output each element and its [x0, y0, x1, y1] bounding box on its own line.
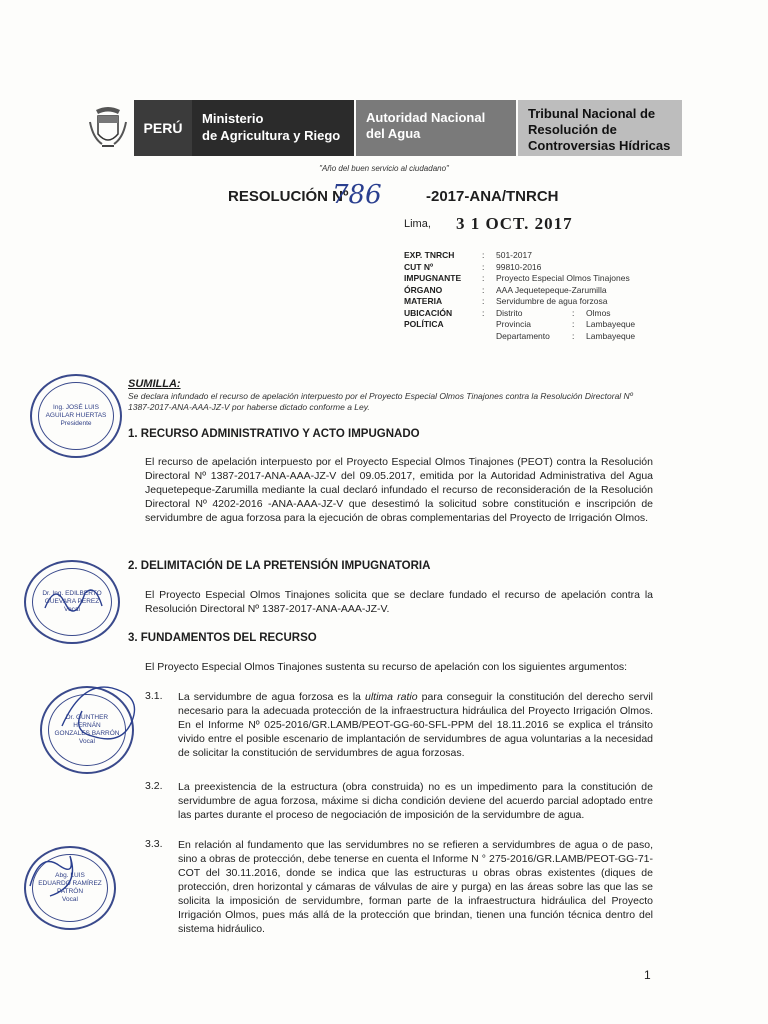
- location-type: Distrito: [496, 307, 523, 318]
- meta-row: IMPUGNANTE : Proyecto Especial Olmos Tinajones: [404, 273, 676, 285]
- seal-line: EDUARDO RAMÍREZ: [38, 880, 102, 887]
- meta-key: MATERIA: [404, 296, 443, 306]
- meta-row: ÓRGANO : AAA Jequetepeque-Zarumilla: [404, 285, 676, 297]
- item-number: 3.2.: [145, 780, 163, 792]
- meta-key: POLÍTICA: [404, 319, 444, 329]
- resolution-suffix: -2017-ANA/TNRCH: [426, 188, 559, 205]
- seal-line: HERNÁN: [73, 722, 101, 729]
- date-stamp: 3 1 OCT. 2017: [456, 214, 573, 233]
- resolution-title: RESOLUCIÓN Nº: [228, 188, 349, 205]
- section-1-text: El recurso de apelación interpuesto por el Proyecto Especial Olmos Tinajones (PEOT) contra la Resolución Directoral Nº 1387-2017-ANA-AAA-JZ-V del 09.05.2017, emitida por la Autoridad Administrativa del Agua Jequetepeque-Zarumilla mediante la cual declaró infundado el recurso de reconsideración de la Resolución Directoral Nº 4202-2016 -ANA-AAA-JZ-V que desestimó la solicitud sobre constitución e inscripción de servidumbre de agua forzosa para la ejecución de obras complementarias del Proyecto de Irrigación Olmos.: [145, 456, 653, 524]
- section-3-text: El Proyecto Especial Olmos Tinajones sustenta su recurso de apelación con los siguientes argumentos:: [145, 661, 628, 673]
- meta-value: AAA Jequetepeque-Zarumilla: [496, 284, 607, 295]
- place-label: Lima,: [404, 218, 431, 230]
- item-number: 3.3.: [145, 838, 163, 850]
- section-2-title: 2. DELIMITACIÓN DE LA PRETENSIÓN IMPUGNATORIA: [128, 560, 431, 572]
- sumilla-text: Se declara infundado el recurso de apelación interpuesto por el Proyecto Especial Olmos Tinajones contra la Resolución Directoral Nº 1387-2017-ANA-AAA-JZ-V por haberse dictado conforme a Ley.: [128, 391, 633, 412]
- meta-value: 501-2017: [496, 250, 532, 260]
- header-autoridad: Autoridad Nacional del Agua: [356, 100, 516, 156]
- seal-line: Dr. GUNTHER: [65, 714, 109, 721]
- item-text: La preexistencia de la estructura (obra construida) no es un impedimento para la constitución de servidumbre de agua forzosa, máxime si dicha condición deviene del acuerdo parcial adoptado entre las partes durante el proceso de negociación de imposición de la servidumbre de agua.: [178, 781, 653, 821]
- seal-line: Vocal: [62, 896, 78, 903]
- sumilla-heading: SUMILLA:: [128, 378, 181, 390]
- seal-line: Dr. Ing. EDILBERTO: [42, 590, 102, 597]
- case-metadata: [404, 250, 676, 342]
- meta-key: EXP. TNRCH: [404, 250, 455, 260]
- seal-line: Vocal: [79, 738, 95, 745]
- meta-row: MATERIA : Servidumbre de agua forzosa: [404, 296, 676, 308]
- signature-scribble: [40, 578, 110, 618]
- header-tribunal: Tribunal Nacional de Resolución de Controversias Hídricas: [518, 100, 682, 156]
- section-2-text: El Proyecto Especial Olmos Tinajones solicita que se declare fundado el recurso de apelación contra la Resolución Directoral Nº 1387-2017-ANA-AAA-JZ-V.: [145, 589, 653, 615]
- item-text-part: para conseguir la constitución del derecho servil necesario para la adecuada protección de la infraestructura hidráulica del Proyecto Irrigación Olmos. En el Informe Nº 025-2016/GR.LAMB/PEOT-GG-60-SFL-PPM del 18.11.2016 se explica el tránsito vivido entre el posible escenario de implantación de servidumbres de agua voluntarias a la necesidad de solicitar la constitución de servidumbres de agua forzosas.: [178, 691, 653, 759]
- seal-line: GUEVARA PEREZ: [44, 598, 100, 605]
- motto: "Año del buen servicio al ciudadano": [319, 164, 449, 173]
- section-1-title: 1. RECURSO ADMINISTRATIVO Y ACTO IMPUGNADO: [128, 428, 420, 440]
- item-text: [178, 690, 653, 760]
- meta-key: CUT Nº: [404, 261, 434, 272]
- seal-line: Presidente: [60, 420, 92, 427]
- location-value: Lambayeque: [586, 319, 636, 329]
- meta-key: IMPUGNANTE: [404, 273, 462, 283]
- location-type: Departamento: [496, 330, 550, 341]
- seal-line: PATRÓN: [56, 888, 84, 895]
- resolution-number: 786: [332, 180, 382, 210]
- location-type: Provincia: [496, 319, 531, 329]
- meta-row: CUT Nº : 99810-2016: [404, 262, 676, 274]
- seal-line: Abg. LUIS: [55, 872, 85, 879]
- signature-scribble: [52, 676, 152, 756]
- location-value: Olmos: [586, 307, 611, 318]
- seal-line: Vocal: [64, 606, 80, 613]
- seal-stamp-president: [30, 374, 122, 458]
- meta-key: UBICACIÓN: [404, 307, 453, 318]
- meta-value: 99810-2016: [496, 261, 542, 272]
- item-text-emphasis: ultima ratio: [365, 691, 418, 703]
- header-peru: PERÚ: [134, 100, 192, 156]
- seal-line: AGUILAR HUERTAS: [45, 412, 107, 419]
- meta-value: Servidumbre de agua forzosa: [496, 296, 608, 306]
- section-3-title: 3. FUNDAMENTOS DEL RECURSO: [128, 632, 317, 644]
- location-row: POLÍTICA Provincia : Lambayeque: [404, 319, 676, 331]
- signature-scribble: [20, 846, 100, 906]
- coat-of-arms-icon: [88, 104, 128, 152]
- item-number: 3.1.: [145, 690, 163, 702]
- location-value: Lambayeque: [586, 330, 636, 341]
- seal-line: GONZALES BARRÓN: [54, 730, 120, 737]
- location-row: UBICACIÓN : Distrito : Olmos: [404, 308, 676, 320]
- meta-value: Proyecto Especial Olmos Tinajones: [496, 273, 630, 283]
- header-ministerio: Ministerio de Agricultura y Riego: [192, 100, 354, 156]
- meta-key: ÓRGANO: [404, 284, 443, 295]
- meta-row: EXP. TNRCH : 501-2017: [404, 250, 676, 262]
- page-number: 1: [644, 968, 651, 982]
- location-row: Departamento : Lambayeque: [404, 331, 676, 343]
- seal-line: Ing. JOSÉ LUIS: [53, 404, 99, 411]
- item-text-part: La servidumbre de agua forzosa es la: [178, 691, 365, 703]
- item-text: En relación al fundamento que las servidumbres no se refieren a servidumbres de agua o de paso, sino a obras de protección, debe tenerse en cuenta el Informe N ° 275-2016/GR.LAMB/PEOT-GG-71-COT del 30.11.2016, donde se indica que las estructuras u obras obras existentes (diques de protección, dren horizontal y cámaras de válvulas de aire y purga) en las áreas sobre las que las se solicita la imposición de servidumbre, forman parte de la infraestructura hidráulica del Proyecto Irrigación Olmos, pues más allá de la protección que brindan, tienen una función técnica dentro del sistema hidráulico.: [178, 839, 653, 935]
